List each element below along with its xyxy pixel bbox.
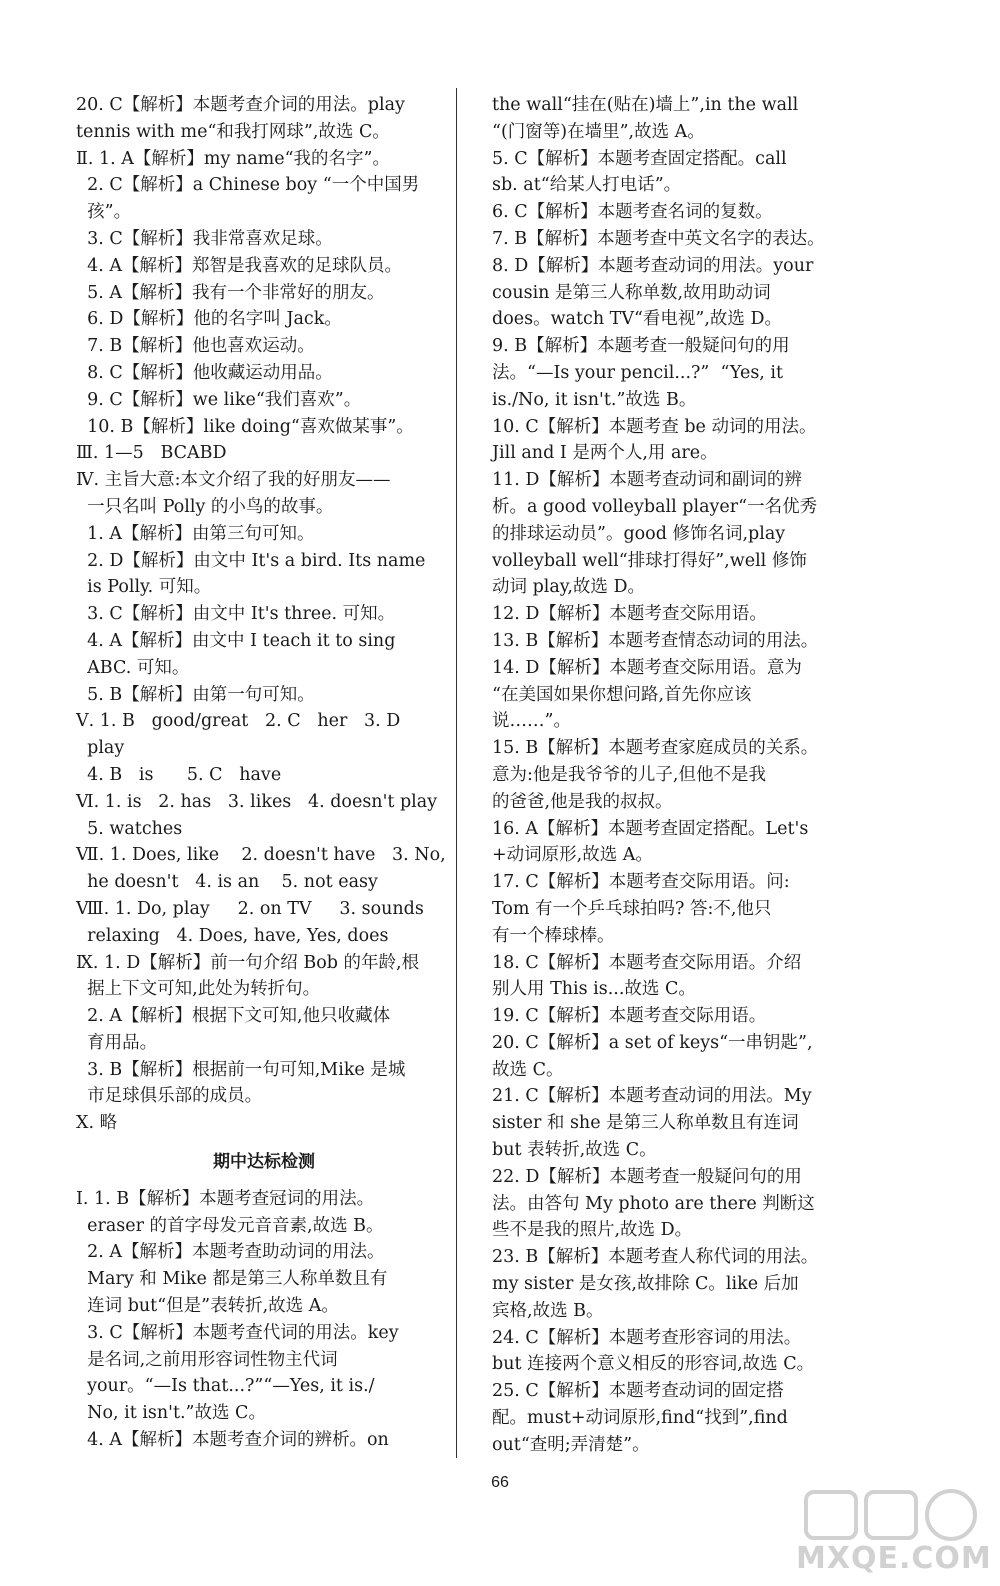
text-line: Ⅷ. 1. Do, play 2. on TV 3. sounds — [76, 898, 424, 919]
text-line: Ⅴ. 1. B good/great 2. C her 3. D — [76, 711, 401, 732]
text-line: 3. C【解析】我非常喜欢足球。 — [76, 228, 333, 249]
text-line: Tom 有一个乒乓球拍吗? 答:不,他只 — [492, 898, 772, 919]
text-line: 连词 but“但是”表转折,故选 A。 — [76, 1296, 339, 1317]
text-line: sister 和 she 是第三人称单数且有连词 — [492, 1113, 799, 1134]
text-line: 些不是我的照片,故选 D。 — [492, 1220, 693, 1241]
text-line: 5. A【解析】我有一个非常好的朋友。 — [76, 282, 385, 303]
text-line: 10. B【解析】like doing“喜欢做某事”。 — [76, 416, 414, 437]
text-line: 18. C【解析】本题考查交际用语。介绍 — [492, 952, 802, 973]
text-line: 是名词,之前用形容词性物主代词 — [76, 1349, 338, 1370]
text-line: 法。“—Is your pencil...?” “Yes, it — [492, 362, 784, 383]
text-line: “(门窗等)在墙里”,故选 A。 — [492, 121, 705, 142]
column-divider — [456, 88, 457, 1458]
text-line: 14. D【解析】本题考查交际用语。意为 — [492, 657, 802, 678]
text-line: play — [76, 738, 125, 759]
text-line: 13. B【解析】本题考查情态动词的用法。 — [492, 630, 819, 651]
text-line: 7. B【解析】他也喜欢运动。 — [76, 336, 315, 357]
text-line: 3. B【解析】根据前一句可知,Mike 是城 — [76, 1059, 406, 1080]
text-line: he doesn't 4. is an 5. not easy — [76, 872, 378, 893]
text-line: is Polly. 可知。 — [76, 577, 212, 598]
text-line: 宾格,故选 B。 — [492, 1300, 604, 1321]
text-line: 2. A【解析】本题考查助动词的用法。 — [76, 1242, 385, 1263]
text-line: 的爸爸,他是我的叔叔。 — [492, 791, 673, 812]
text-line: the wall“挂在(贴在)墙上”,in the wall — [492, 95, 799, 115]
text-line: 15. B【解析】本题考查家庭成员的关系。 — [492, 738, 819, 759]
text-line: out“查明;弄清楚”。 — [492, 1434, 650, 1455]
text-line: 4. A【解析】本题考查介词的辨析。on — [76, 1430, 389, 1451]
text-line: 12. D【解析】本题考查交际用语。 — [492, 604, 767, 625]
text-line: is./No, it isn't.”故选 B。 — [492, 389, 697, 410]
section-heading: 期中达标检测 — [213, 1152, 315, 1173]
text-line: 11. D【解析】本题考查动词和副词的辨 — [492, 470, 802, 491]
text-line: 24. C【解析】本题考查形容词的用法。 — [492, 1327, 802, 1348]
text-line: 8. D【解析】本题考查动词的用法。your — [492, 255, 814, 276]
text-line: 意为:他是我爷爷的儿子,但他不是我 — [492, 764, 766, 785]
text-line: Ⅰ. 1. B【解析】本题考查冠词的用法。 — [76, 1188, 375, 1209]
text-line: Ⅸ. 1. D【解析】前一句介绍 Bob 的年龄,根 — [76, 952, 420, 973]
text-line: 的排球运动员”。good 修饰名词,play — [492, 523, 786, 544]
text-line: 说……”。 — [492, 711, 571, 732]
text-line: your。“—Is that...?”“—Yes, it is./ — [76, 1376, 375, 1397]
text-line: Ⅱ. 1. A【解析】my name“我的名字”。 — [76, 148, 391, 169]
text-line: 5. C【解析】本题考查固定搭配。call — [492, 148, 787, 169]
text-line: 一只名叫 Polly 的小鸟的故事。 — [76, 496, 334, 517]
text-line: 9. B【解析】本题考查一般疑问句的用 — [492, 336, 790, 357]
text-line: does。watch TV“看电视”,故选 D。 — [492, 309, 783, 330]
text-line: 据上下文可知,此处为转折句。 — [76, 979, 321, 1000]
text-line: Ⅹ. 略 — [76, 1113, 118, 1134]
text-line: Ⅲ. 1—5 BCABD — [76, 443, 227, 464]
text-line: 6. D【解析】他的名字叫 Jack。 — [76, 309, 342, 330]
text-line: 析。a good volleyball player“一名优秀 — [492, 496, 818, 517]
text-line: 4. B is 5. C have — [76, 764, 282, 785]
watermark-logo-icon — [796, 1486, 986, 1546]
text-line: 育用品。 — [76, 1032, 158, 1053]
text-line: volleyball well“排球打得好”,well 修饰 — [492, 550, 807, 571]
text-line: 16. A【解析】本题考查固定搭配。Let's — [492, 818, 809, 839]
watermark-site: MXQE.COM — [796, 1541, 992, 1576]
text-line: 别人用 This is...故选 C。 — [492, 979, 696, 1000]
text-line: 20. C【解析】本题考查介词的用法。play — [76, 95, 405, 115]
text-line: 23. B【解析】本题考查人称代词的用法。 — [492, 1247, 819, 1268]
text-line: 4. A【解析】郑智是我喜欢的足球队员。 — [76, 255, 403, 276]
text-line: 20. C【解析】a set of keys“一串钥匙”, — [492, 1032, 813, 1053]
text-line: 配。must+动词原形,find“找到”,find — [492, 1408, 788, 1429]
text-line: eraser 的首字母发元音音素,故选 B。 — [76, 1215, 384, 1236]
text-line: 法。由答句 My photo are there 判断这 — [492, 1193, 815, 1214]
text-line: 3. C【解析】由文中 It's three. 可知。 — [76, 604, 396, 625]
text-line: 2. C【解析】a Chinese boy “一个中国男 — [76, 175, 420, 196]
text-line: but 连接两个意义相反的形容词,故选 C。 — [492, 1354, 815, 1375]
text-line: my sister 是女孩,故排除 C。like 后加 — [492, 1274, 799, 1295]
text-line: 故选 C。 — [492, 1059, 564, 1080]
text-line: 动词 play,故选 D。 — [492, 577, 646, 598]
text-line: 3. C【解析】本题考查代词的用法。key — [76, 1322, 399, 1343]
text-line: 2. D【解析】由文中 It's a bird. Its name — [76, 550, 426, 571]
text-line: cousin 是第三人称单数,故用助动词 — [492, 282, 771, 303]
text-line: 9. C【解析】we like“我们喜欢”。 — [76, 389, 362, 410]
text-line: 2. A【解析】根据下文可知,他只收藏体 — [76, 1006, 391, 1027]
text-line: but 表转折,故选 C。 — [492, 1140, 657, 1161]
text-line: 7. B【解析】本题考查中英文名字的表达。 — [492, 228, 825, 249]
text-line: 19. C【解析】本题考查交际用语。 — [492, 1006, 767, 1027]
right-column — [492, 92, 838, 1459]
text-line: Ⅵ. 1. is 2. has 3. likes 4. doesn't play — [76, 791, 438, 812]
text-line: 有一个棒球棒。 — [492, 925, 615, 946]
text-line: Ⅳ. 主旨大意:本文介绍了我的好朋友—— — [76, 470, 391, 491]
text-line: 1. A【解析】由第三句可知。 — [76, 523, 315, 544]
text-line: 22. D【解析】本题考查一般疑问句的用 — [492, 1166, 802, 1187]
text-line: 5. B【解析】由第一句可知。 — [76, 684, 315, 705]
text-line: 8. C【解析】他收藏运动用品。 — [76, 362, 333, 383]
text-line: 5. watches — [76, 818, 183, 839]
text-line: 孩”。 — [76, 202, 132, 223]
page-number: 66 — [491, 1474, 509, 1491]
text-line: Mary 和 Mike 都是第三人称单数且有 — [76, 1269, 388, 1290]
text-line: No, it isn't.”故选 C。 — [76, 1403, 266, 1424]
text-line: 21. C【解析】本题考查动词的用法。My — [492, 1086, 812, 1107]
text-line: 市足球俱乐部的成员。 — [76, 1086, 263, 1107]
text-line: sb. at“给某人打电话”。 — [492, 175, 682, 196]
text-line: ABC. 可知。 — [76, 657, 190, 678]
text-line: 4. A【解析】由文中 I teach it to sing — [76, 630, 396, 651]
text-line: Ⅶ. 1. Does, like 2. doesn't have 3. No, — [76, 845, 446, 866]
text-line: 17. C【解析】本题考查交际用语。问: — [492, 872, 790, 893]
text-line: 10. C【解析】本题考查 be 动词的用法。 — [492, 416, 817, 437]
left-column — [76, 92, 446, 1454]
text-line: 25. C【解析】本题考查动词的固定搭 — [492, 1381, 784, 1402]
text-line: Jill and I 是两个人,用 are。 — [492, 443, 718, 464]
text-line: tennis with me“和我打网球”,故选 C。 — [76, 121, 390, 142]
text-line: 6. C【解析】本题考查名词的复数。 — [492, 202, 773, 223]
watermark-logo — [796, 1486, 992, 1576]
text-line: +动词原形,故选 A。 — [492, 845, 653, 866]
text-line: “在美国如果你想问路,首先你应该 — [492, 684, 752, 705]
text-line: relaxing 4. Does, have, Yes, does — [76, 925, 389, 946]
